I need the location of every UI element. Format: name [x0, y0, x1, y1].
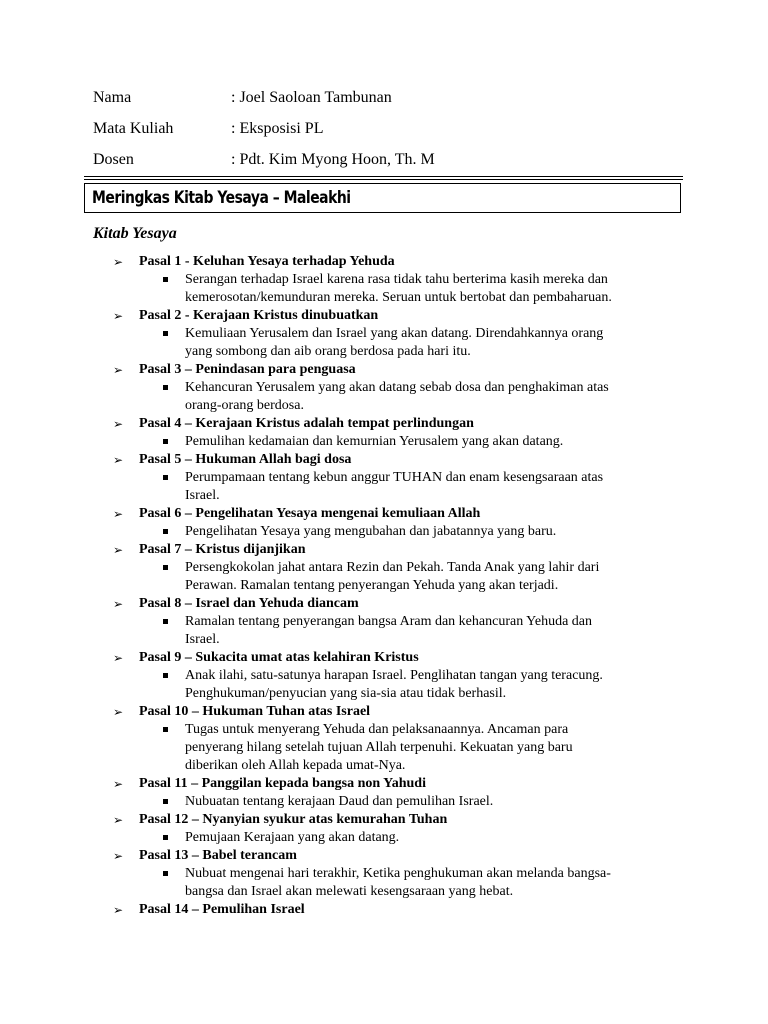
lecturer-value: : Pdt. Kim Myong Hoon, Th. M	[231, 151, 435, 168]
arrow-bullet-icon: ➢	[113, 849, 124, 863]
chapter-item	[113, 901, 673, 919]
chapter-heading	[113, 775, 673, 793]
square-bullet-icon	[163, 727, 168, 732]
square-bullet-icon	[163, 385, 168, 390]
arrow-bullet-icon: ➢	[113, 651, 124, 665]
chapter-title: Pasal 7 – Kristus dijanjikan	[139, 542, 306, 557]
chapter-item	[113, 253, 673, 307]
square-bullet-icon	[163, 475, 168, 480]
chapter-item	[113, 595, 673, 649]
square-bullet-icon	[163, 277, 168, 282]
chapter-heading	[113, 649, 673, 667]
chapter-summary	[185, 613, 673, 649]
arrow-bullet-icon: ➢	[113, 543, 124, 557]
square-bullet-icon	[163, 871, 168, 876]
chapter-heading	[113, 703, 673, 721]
chapter-summary	[185, 469, 673, 505]
chapter-summary	[185, 271, 673, 307]
summary-line: Perumpamaan tentang kebun anggur TUHAN dan enam kesengsaraan atas	[185, 470, 604, 485]
summary-line: penyerang hilang setelah tujuan Allah terpenuhi. Kekuatan yang baru	[185, 740, 573, 755]
lecturer-row	[93, 147, 693, 178]
summary-line: orang-orang berdosa.	[185, 398, 304, 413]
chapter-title: Pasal 9 – Sukacita umat atas kelahiran Kristus	[139, 650, 419, 665]
student-info	[93, 85, 693, 178]
summary-line: Pemujaan Kerajaan yang akan datang.	[185, 830, 400, 845]
chapter-item	[113, 649, 673, 703]
name-row	[93, 85, 693, 116]
chapter-heading	[113, 451, 673, 469]
section-heading: Kitab Yesaya	[93, 225, 177, 242]
summary-line: Ramalan tentang penyerangan bangsa Aram dan kehancuran Yehuda dan	[185, 614, 593, 629]
chapter-summary	[185, 721, 673, 775]
divider-line-bottom	[84, 179, 683, 180]
arrow-bullet-icon: ➢	[113, 363, 124, 377]
summary-line: Israel.	[185, 632, 220, 647]
chapter-title: Pasal 12 – Nyanyian syukur atas kemurahan Tuhan	[139, 812, 448, 827]
square-bullet-icon	[163, 673, 168, 678]
chapter-heading	[113, 901, 673, 919]
summary-line: Persengkokolan jahat antara Rezin dan Pekah. Tanda Anak yang lahir dari	[185, 560, 600, 575]
lecturer-label: Dosen	[93, 151, 134, 168]
chapter-heading	[113, 847, 673, 865]
chapter-summary	[185, 667, 673, 703]
summary-line: Perawan. Ramalan tentang penyerangan Yehuda yang akan terjadi.	[185, 578, 559, 593]
arrow-bullet-icon: ➢	[113, 255, 124, 269]
chapter-heading	[113, 541, 673, 559]
square-bullet-icon	[163, 439, 168, 444]
chapter-title: Pasal 8 – Israel dan Yehuda diancam	[139, 596, 359, 611]
chapter-item	[113, 847, 673, 901]
chapter-heading	[113, 253, 673, 271]
summary-line: Penghukuman/penyucian yang sia-sia atau tidak berhasil.	[185, 686, 507, 701]
chapter-title: Pasal 10 – Hukuman Tuhan atas Israel	[139, 704, 371, 719]
arrow-bullet-icon: ➢	[113, 417, 124, 431]
chapter-item	[113, 451, 673, 505]
chapter-summary	[185, 793, 673, 811]
square-bullet-icon	[163, 565, 168, 570]
summary-line: Kehancuran Yerusalem yang akan datang sebab dosa dan penghakiman atas	[185, 380, 609, 395]
chapter-title: Pasal 2 - Kerajaan Kristus dinubuatkan	[139, 308, 379, 323]
summary-line: Serangan terhadap Israel karena rasa tidak tahu berterima kasih mereka dan	[185, 272, 608, 287]
arrow-bullet-icon: ➢	[113, 903, 124, 917]
chapter-title: Pasal 5 – Hukuman Allah bagi dosa	[139, 452, 352, 467]
chapter-heading	[113, 415, 673, 433]
chapter-summary	[185, 325, 673, 361]
summary-line: diberikan oleh Allah kepada umat-Nya.	[185, 758, 406, 773]
chapter-item	[113, 415, 673, 451]
document-title: Meringkas Kitab Yesaya – Maleakhi	[92, 188, 351, 208]
summary-line: Israel.	[185, 488, 220, 503]
course-label: Mata Kuliah	[93, 120, 174, 137]
arrow-bullet-icon: ➢	[113, 507, 124, 521]
summary-line: Tugas untuk menyerang Yehuda dan pelaksanaannya. Ancaman para	[185, 722, 569, 737]
chapter-heading	[113, 361, 673, 379]
chapter-summary	[185, 433, 673, 451]
course-value: : Eksposisi PL	[231, 120, 324, 137]
chapter-summary	[185, 523, 673, 541]
chapter-title: Pasal 6 – Pengelihatan Yesaya mengenai kemuliaan Allah	[139, 506, 481, 521]
arrow-bullet-icon: ➢	[113, 453, 124, 467]
chapter-heading	[113, 595, 673, 613]
chapter-title: Pasal 13 – Babel terancam	[139, 848, 297, 863]
square-bullet-icon	[163, 835, 168, 840]
summary-line: Anak ilahi, satu-satunya harapan Israel. Penglihatan tangan yang teracung.	[185, 668, 603, 683]
summary-line: yang sombong dan aib orang berdosa pada hari itu.	[185, 344, 471, 359]
arrow-bullet-icon: ➢	[113, 777, 124, 791]
name-value: : Joel Saoloan Tambunan	[231, 89, 392, 106]
square-bullet-icon	[163, 619, 168, 624]
summary-line: Kemuliaan Yerusalem dan Israel yang akan datang. Direndahkannya orang	[185, 326, 604, 341]
chapter-heading	[113, 811, 673, 829]
chapter-summary	[185, 865, 673, 901]
chapter-heading	[113, 307, 673, 325]
chapter-item	[113, 541, 673, 595]
title-box	[84, 183, 681, 213]
chapter-item	[113, 775, 673, 811]
chapter-title: Pasal 4 – Kerajaan Kristus adalah tempat perlindungan	[139, 416, 474, 431]
summary-line: Nubuatan tentang kerajaan Daud dan pemulihan Israel.	[185, 794, 494, 809]
chapter-item	[113, 703, 673, 775]
chapter-title: Pasal 1 - Keluhan Yesaya terhadap Yehuda	[139, 254, 395, 269]
chapter-item	[113, 307, 673, 361]
arrow-bullet-icon: ➢	[113, 309, 124, 323]
summary-line: Nubuat mengenai hari terakhir, Ketika penghukuman akan melanda bangsa-	[185, 866, 611, 881]
name-label: Nama	[93, 89, 132, 106]
summary-line: Pengelihatan Yesaya yang mengubahan dan jabatannya yang baru.	[185, 524, 557, 539]
chapter-title: Pasal 3 – Penindasan para penguasa	[139, 362, 356, 377]
arrow-bullet-icon: ➢	[113, 705, 124, 719]
chapter-title: Pasal 14 – Pemulihan Israel	[139, 902, 305, 917]
chapter-item	[113, 361, 673, 415]
chapter-title: Pasal 11 – Panggilan kepada bangsa non Yahudi	[139, 776, 426, 791]
square-bullet-icon	[163, 331, 168, 336]
chapter-summary	[185, 379, 673, 415]
arrow-bullet-icon: ➢	[113, 813, 124, 827]
square-bullet-icon	[163, 799, 168, 804]
chapter-heading	[113, 505, 673, 523]
chapter-summary	[185, 829, 673, 847]
course-row	[93, 116, 693, 147]
summary-line: bangsa dan Israel akan melewati kesengsaraan yang hebat.	[185, 884, 514, 899]
chapter-list	[113, 253, 673, 919]
chapter-item	[113, 505, 673, 541]
summary-line: Pemulihan kedamaian dan kemurnian Yerusalem yang akan datang.	[185, 434, 564, 449]
chapter-item	[113, 811, 673, 847]
arrow-bullet-icon: ➢	[113, 597, 124, 611]
chapter-summary	[185, 559, 673, 595]
square-bullet-icon	[163, 529, 168, 534]
summary-line: kemerosotan/kemunduran mereka. Seruan untuk bertobat dan pembaharuan.	[185, 290, 612, 305]
divider-line-top	[84, 176, 683, 177]
